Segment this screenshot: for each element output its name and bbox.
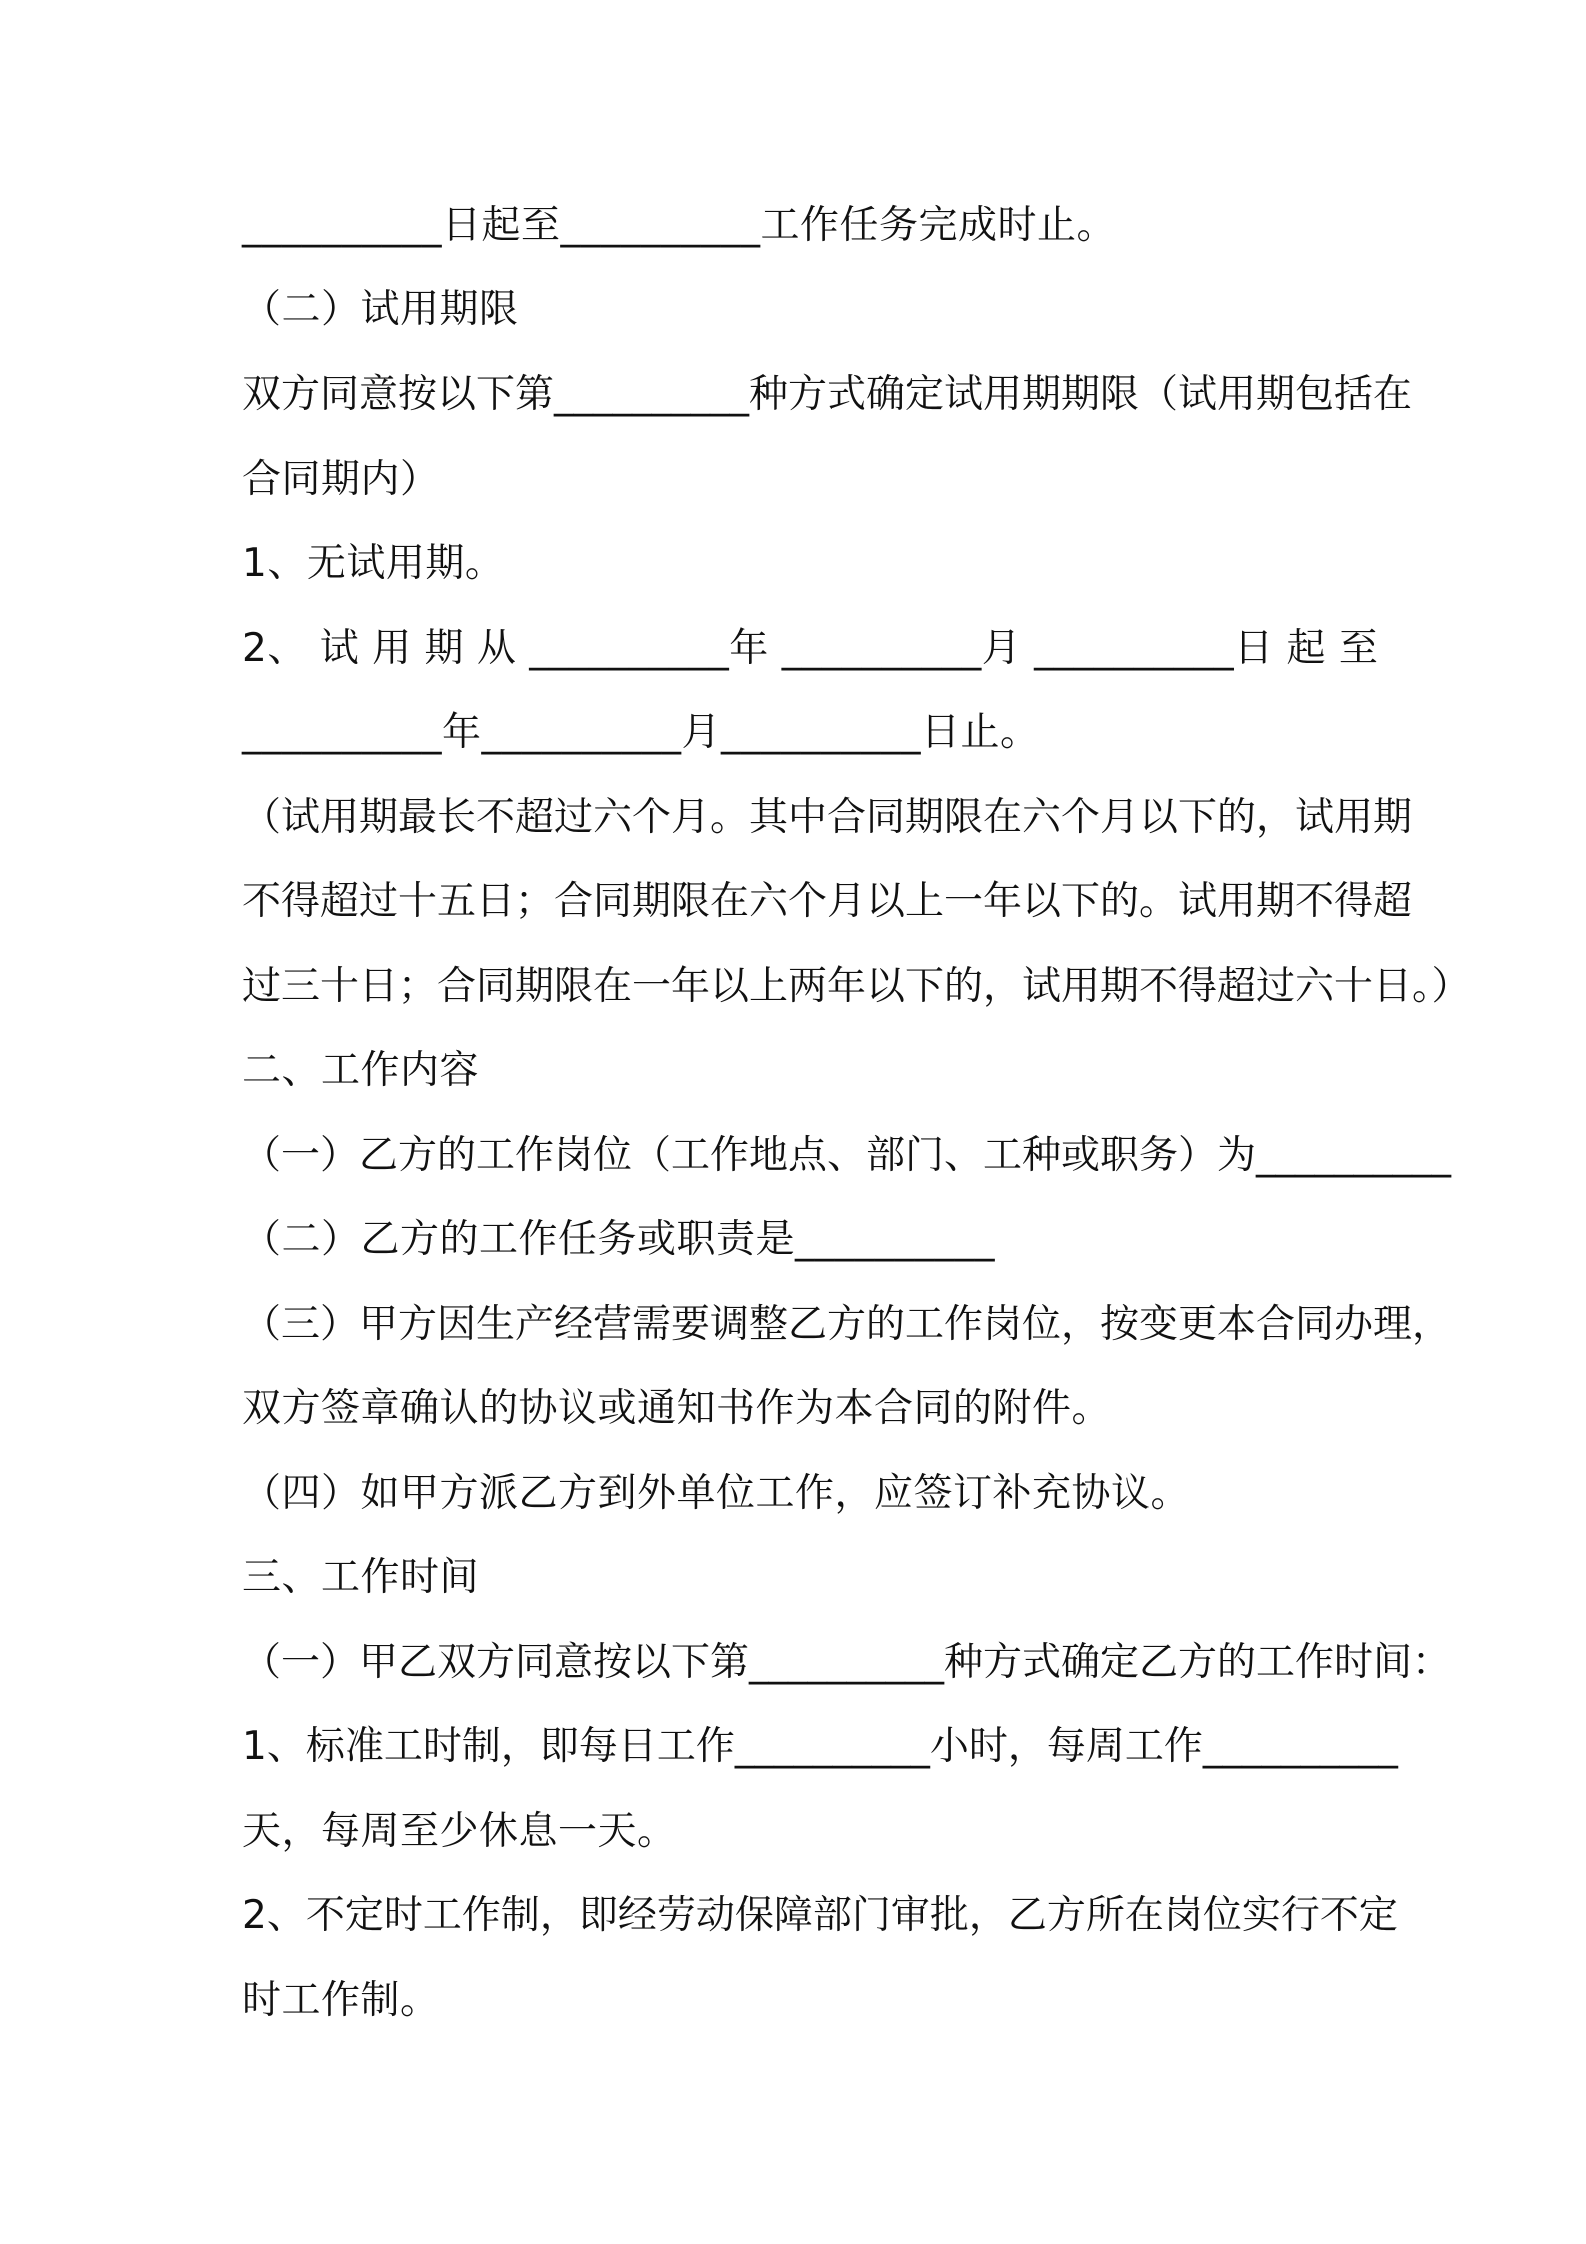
section-heading: 二、工作内容 bbox=[242, 1048, 480, 1093]
text-line: 时工作制。 bbox=[242, 1978, 440, 2023]
text-line: 双方签章确认的协议或通知书作为本合同的附件。 bbox=[242, 1386, 1112, 1431]
list-item: 1、无试用期。 bbox=[242, 541, 505, 586]
text-line: （试用期最长不超过六个月。其中合同期限在六个月以下的，试用期 bbox=[242, 795, 1413, 840]
text-line: 天，每周至少休息一天。 bbox=[242, 1809, 677, 1854]
text-line: （三）甲方因生产经营需要调整乙方的工作岗位，按变更本合同办理， bbox=[242, 1302, 1452, 1347]
text-line: （四）如甲方派乙方到外单位工作，应签订补充协议。 bbox=[242, 1471, 1191, 1516]
text-line: 双方同意按以下第__________种方式确定试用期期限（试用期包括在 bbox=[242, 372, 1413, 417]
list-item: 1、标准工时制，即每日工作__________小时，每周工作__________ bbox=[242, 1724, 1398, 1769]
list-item: 2、不定时工作制，即经劳动保障部门审批，乙方所在岗位实行不定 bbox=[242, 1893, 1398, 1938]
text-line: （一）乙方的工作岗位（工作地点、部门、工种或职务）为__________ bbox=[242, 1133, 1452, 1178]
text-line: （一）甲乙双方同意按以下第__________种方式确定乙方的工作时间： bbox=[242, 1640, 1452, 1685]
text-line: 过三十日；合同期限在一年以上两年以下的，试用期不得超过六十日。） bbox=[242, 964, 1471, 1009]
text-line: __________日起至__________工作任务完成时止。 bbox=[242, 203, 1117, 248]
text-line: __________年__________月__________日止。 bbox=[242, 710, 1040, 755]
text-line: 合同期内） bbox=[242, 457, 440, 502]
text-line: 不得超过十五日；合同期限在六个月以上一年以下的。试用期不得超 bbox=[242, 879, 1413, 924]
section-heading: （二）试用期限 bbox=[242, 287, 519, 332]
text-line: （二）乙方的工作任务或职责是__________ bbox=[242, 1217, 996, 1262]
list-item: 2、 试 用 期 从 __________年 __________月 __________日 起 至 bbox=[242, 626, 1379, 671]
section-heading: 三、工作时间 bbox=[242, 1555, 480, 1600]
